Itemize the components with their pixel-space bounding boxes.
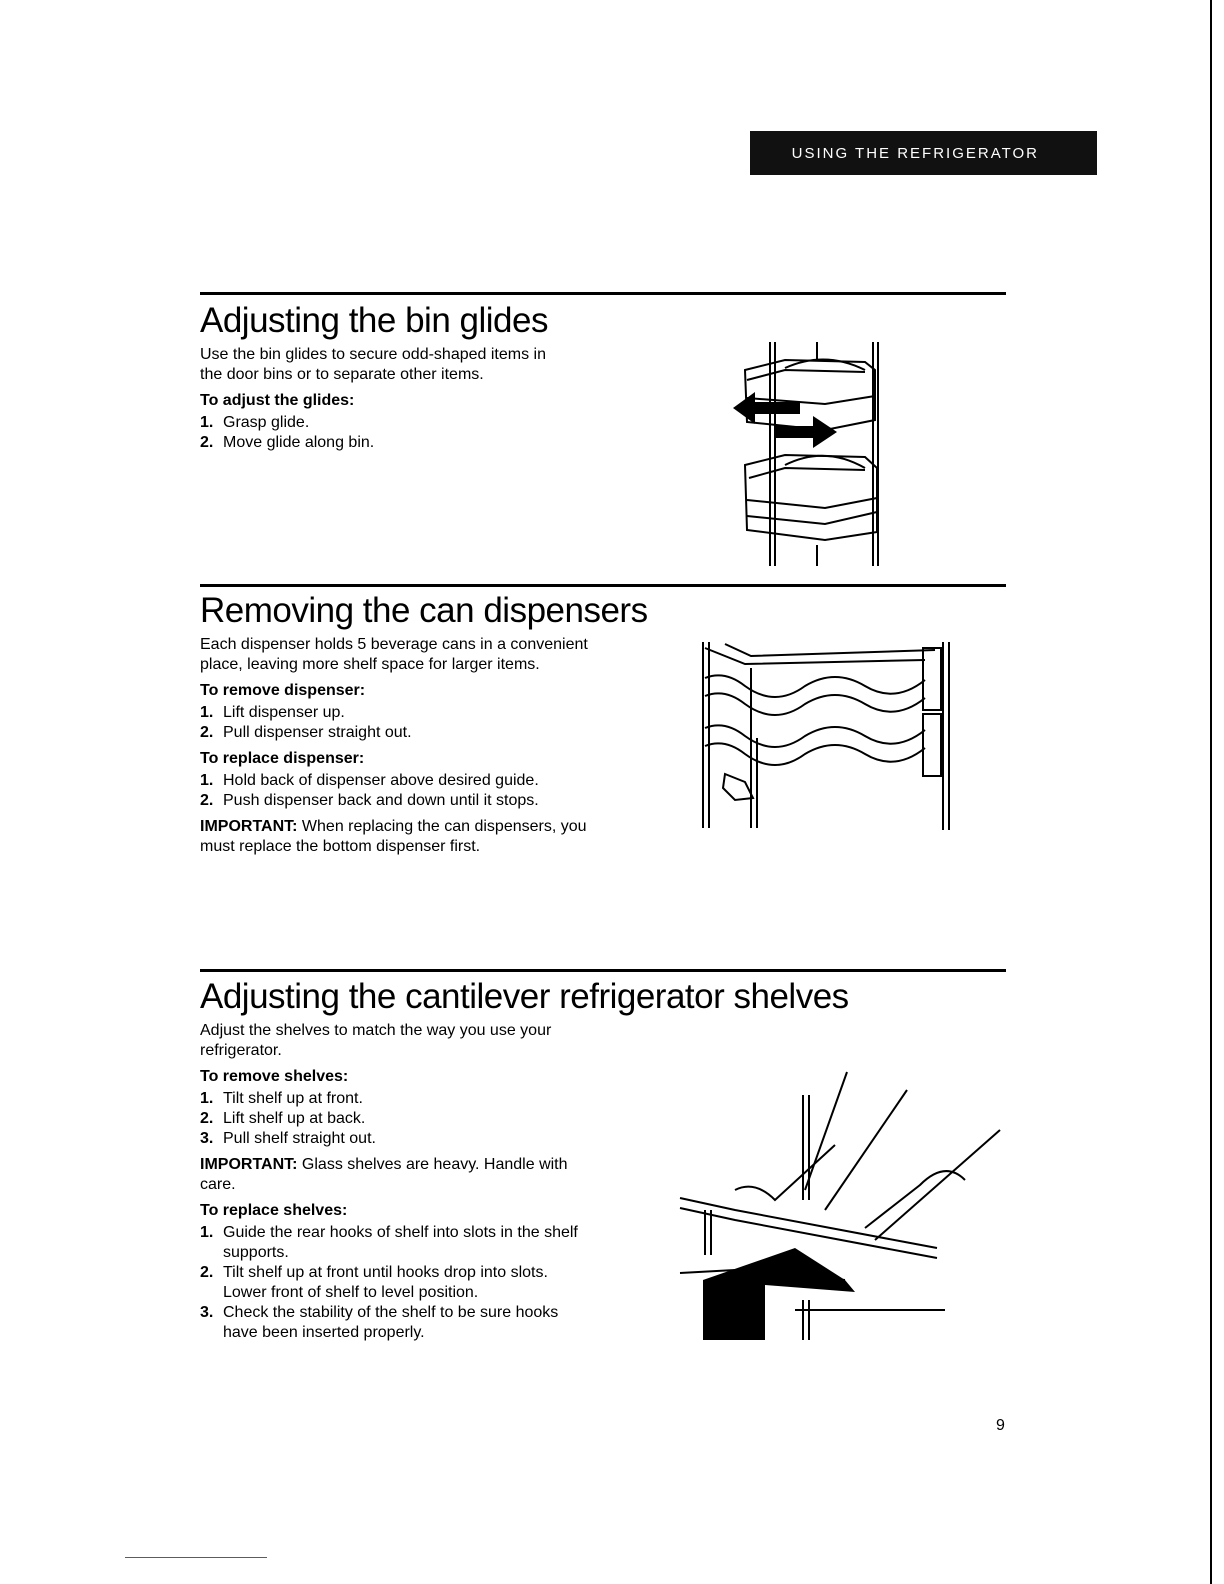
list-item: 1. Grasp glide. xyxy=(200,414,310,431)
header-title: USING THE REFRIGERATOR xyxy=(791,144,1039,162)
remove-shelves-steps xyxy=(200,1089,595,1149)
list-item: 1. Hold back of dispenser above desired guide. xyxy=(200,772,539,789)
replace-dispenser-subhead: To replace dispenser: xyxy=(200,750,365,767)
replace-shelves-subhead: To replace shelves: xyxy=(200,1202,348,1219)
list-item: 2. Pull dispenser straight out. xyxy=(200,724,412,741)
section-title-cantilever-shelves: Adjusting the cantilever refrigerator shelves xyxy=(200,977,849,1016)
replace-shelves-steps xyxy=(200,1223,595,1343)
page-number: 9 xyxy=(996,1417,1005,1434)
footer-line xyxy=(125,1557,267,1558)
can-dispensers-illustration xyxy=(695,638,960,833)
can-dispensers-text xyxy=(200,635,590,863)
cantilever-shelves-text xyxy=(200,1021,595,1349)
list-item: 1. Guide the rear hooks of shelf into slots in the shelf supports. xyxy=(200,1224,578,1261)
adjust-glides-subhead: To adjust the glides: xyxy=(200,392,355,409)
list-item: 1. Lift dispenser up. xyxy=(200,704,345,721)
section-title-can-dispensers: Removing the can dispensers xyxy=(200,591,648,630)
page-edge-line xyxy=(1210,0,1212,1584)
bin-glides-illustration xyxy=(725,340,890,568)
list-item: 2. Push dispenser back and down until it stops. xyxy=(200,792,539,809)
list-item: 2. Lift shelf up at back. xyxy=(200,1110,366,1127)
section-rule xyxy=(200,584,1006,587)
remove-dispenser-steps xyxy=(200,703,590,743)
list-item: 3. Pull shelf straight out. xyxy=(200,1130,376,1147)
shelves-important-note: IMPORTANT: Glass shelves are heavy. Handle with care. xyxy=(200,1156,568,1193)
bin-glides-text xyxy=(200,345,560,459)
replace-dispenser-steps xyxy=(200,771,590,811)
section-header-bar xyxy=(750,131,1097,175)
remove-dispenser-subhead: To remove dispenser: xyxy=(200,682,366,699)
list-item: 3. Check the stability of the shelf to be sure hooks have been inserted properly. xyxy=(200,1304,559,1341)
bin-glides-intro: Use the bin glides to secure odd-shaped items in the door bins or to separate other items. xyxy=(200,346,546,383)
list-item: 2. Move glide along bin. xyxy=(200,434,375,451)
adjust-glides-steps xyxy=(200,413,560,453)
section-rule xyxy=(200,969,1006,972)
remove-shelves-subhead: To remove shelves: xyxy=(200,1068,349,1085)
can-dispensers-intro: Each dispenser holds 5 beverage cans in a convenient place, leaving more shelf space for larger items. xyxy=(200,636,588,673)
cantilever-shelves-illustration xyxy=(675,1070,1010,1355)
section-title-bin-glides: Adjusting the bin glides xyxy=(200,301,548,340)
list-item: 2. Tilt shelf up at front until hooks drop into slots. Lower front of shelf to level position. xyxy=(200,1264,548,1301)
section-rule xyxy=(200,292,1006,295)
cantilever-shelves-intro: Adjust the shelves to match the way you use your refrigerator. xyxy=(200,1022,552,1059)
dispenser-important-note: IMPORTANT: When replacing the can dispensers, you must replace the bottom dispenser first. xyxy=(200,818,587,855)
list-item: 1. Tilt shelf up at front. xyxy=(200,1090,363,1107)
